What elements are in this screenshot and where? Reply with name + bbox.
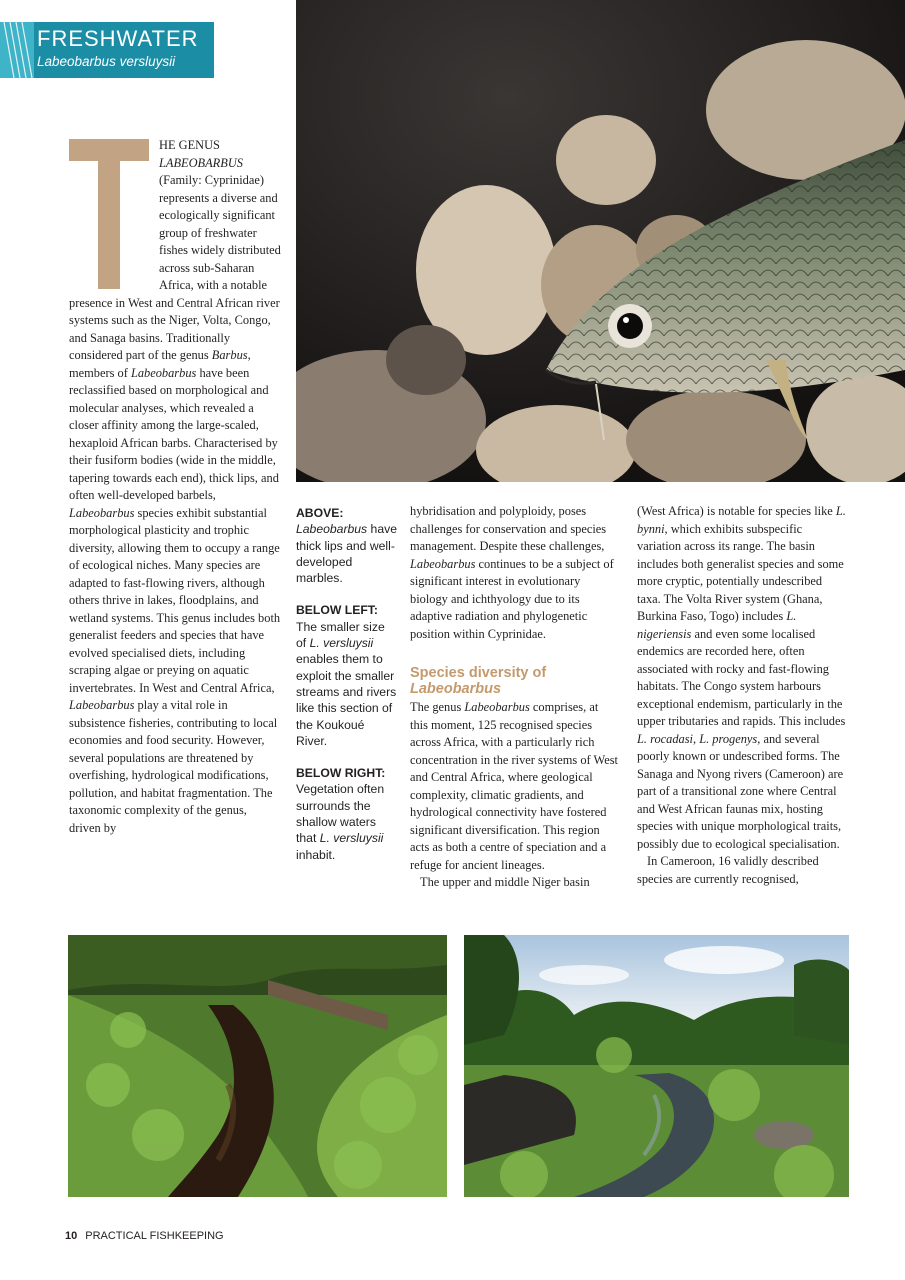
caption-below-left: BELOW LEFT: The smaller size of L. versluysii enables them to exploit the smaller streams and rivers like this section of the Koukoué River. bbox=[296, 603, 397, 748]
article-body-1: HE GENUS LABEOBARBUS (Family: Cyprinidae) represents a diverse and ecologically significant group of freshwater fishes widely distributed across sub-Saharan Africa, with a notable presence in West and Central African river systems such as the Niger, Volta, Congo, and Sanaga basins. Traditionally considered part of the genus Barbus, members of Labeobarbus have been reclassified based on morphological and molecular analyses, which revealed a closer affinity among the large-scaled, hexaploid African barbs. Characterised by their fusiform bodies (wide in the middle, tapering towards each end), thick lips, and often well-developed barbels, Labeobarbus species exhibit substantial morphological plasticity and trophic diversity, allowing them to occupy a range of ecological niches. Many species are adapted to fast-flowing rivers, although others thrive in lakes, floodplains, and wetland systems. This genus includes both generalist feeders and species that have evolved specialised diets, including scraping algae or preying on aquatic invertebrates. In West and Central Africa, Labeobarbus play a vital role in subsistence fisheries, contributing to local economies and food security. However, several populations are threatened by overfishing, hydrological modifications, pollution, and habitat fragmentation. The taxonomic complexity of the genus, driven by bbox=[69, 138, 281, 835]
article-body-4b: In Cameroon, 16 validly described species are currently recognised, bbox=[637, 854, 819, 886]
page-number: 10 bbox=[65, 1230, 78, 1242]
caption-below-right: BELOW RIGHT: Vegetation often surrounds the shallow waters that L. versluysii inhabit. bbox=[296, 766, 386, 862]
section-header bbox=[0, 22, 214, 78]
magazine-name: PRACTICAL FISHKEEPING bbox=[85, 1230, 224, 1242]
article-body-3c: The upper and middle Niger basin bbox=[420, 875, 590, 889]
genus-caps: LABEOBARBUS bbox=[159, 155, 243, 170]
stream-photo bbox=[68, 935, 447, 1197]
article-column-1 bbox=[69, 137, 281, 837]
captions-column bbox=[296, 505, 398, 879]
fish-photo bbox=[296, 0, 905, 482]
lead-caps: HE GENUS bbox=[159, 138, 220, 152]
article-column-3 bbox=[410, 503, 618, 892]
article-column-4 bbox=[637, 503, 848, 888]
river-photo bbox=[464, 935, 849, 1197]
stripes-decoration bbox=[0, 22, 34, 78]
species-name: Labeobarbus versluysii bbox=[37, 54, 176, 69]
section-title: FRESHWATER bbox=[37, 26, 199, 51]
page-footer bbox=[65, 1230, 224, 1242]
caption-above: ABOVE: Labeobarbus have thick lips and well-developed marbles. bbox=[296, 506, 397, 586]
drop-cap bbox=[69, 139, 149, 289]
article-body-3a: hybridisation and polyploidy, poses challenges for conservation and species management. Despite these challenges, Labeobarbus continues to be a subject of significant interest in evolutionary biology and ichthyology due to its adaptive radiation and phylogenetic position within Cyprinidae. bbox=[410, 504, 614, 641]
article-body-4a: (West Africa) is notable for species like L. bynni, which exhibits subspecific variation across its range. The basin includes both generalist species and some more cryptic, potentially undescribed taxa. The Volta River system (Ghana, Burkina Faso, Togo) includes L. nigeriensis and even some localised endemics are recorded here, often associated with rocky and fast-flowing habitats. The Congo system harbours exceptional endemism, particularly in the upper tributaries and rapids. This includes L. rocadasi, L. progenys, and several poorly known or undescribed forms. The Sanaga and Nyong rivers (Cameroon) are part of a transitional zone where Central and West African faunas mix, hosting species with unique morphological traits, possibly due to ecological specialisation. bbox=[637, 504, 846, 851]
article-body-3b: The genus Labeobarbus comprises, at this moment, 125 recognised species across Africa, with a particularly rich concentration in the river systems of West and Central Africa, where geological complexity, climatic gradients, and hydrological connectivity have fostered significant diversification. This region acts as both a centre of speciation and a refuge for ancient lineages. bbox=[410, 700, 618, 872]
subheading: Species diversity of Labeobarbus bbox=[410, 665, 547, 697]
